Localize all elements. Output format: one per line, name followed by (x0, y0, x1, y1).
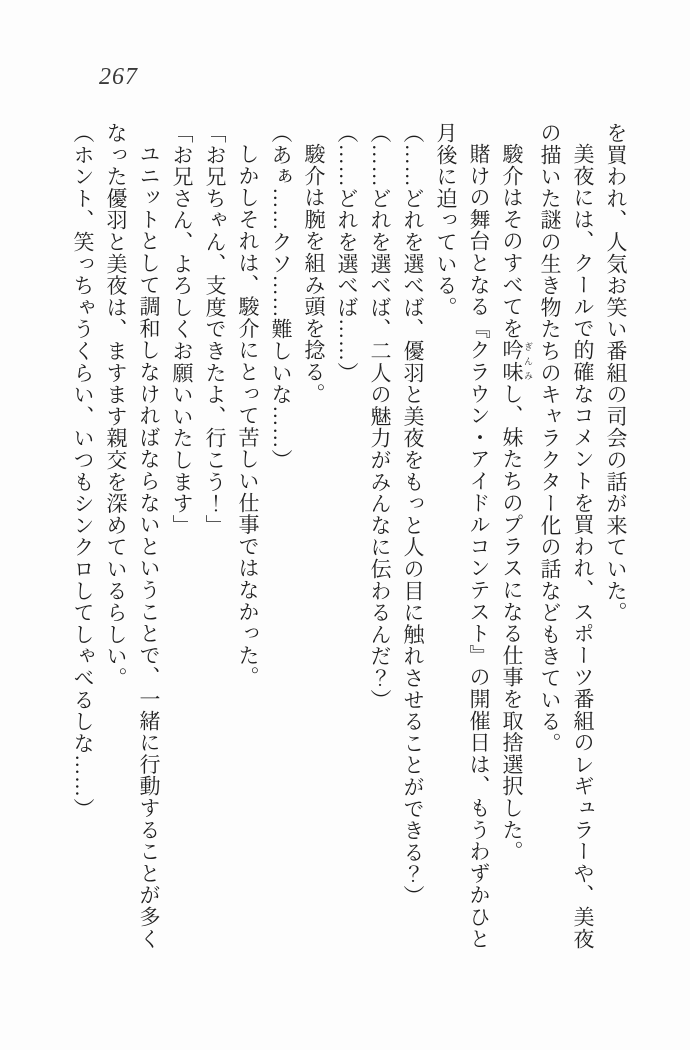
paragraph: 駿介はそのすべてを吟味 ぎんみし、妹たちのプラスになる仕事を取捨選択した。 (500, 143, 533, 863)
paragraph: を買われ、人気お笑い番組の司会の話が来ていた。 (604, 122, 628, 624)
paragraph: 「お兄さん、よろしくお願いいたします」 (170, 122, 194, 537)
paragraph: 駿介は腕を組み頭を捻る。 (302, 143, 326, 405)
paragraph: ユニットとして調和しなければならないということで、一緒に行動することが多くなった優羽と美夜は、ますます親交を深めているらしい。 (104, 122, 161, 950)
paragraph: （ホント、笑っちゃうくらい、いつもシンクロしてしゃべるしな……） (71, 122, 95, 820)
paragraph: （……どれを選べば、優羽と美夜をもっと人の目に触れさせることができる？） (401, 122, 425, 907)
paragraph: （……どれを選べば、二人の魅力がみんなに伝わるんだ？） (368, 122, 392, 711)
text-block (66, 122, 632, 962)
paragraph: 「お兄ちゃん、支度できたよ、行こう！」 (203, 122, 227, 537)
paragraph: 美夜には、クールで的確なコメントを買われ、スポーツ番組のレギュラーや、美夜の描いた謎の生き物たちのキャラクター化の話などもきている。 (538, 122, 595, 950)
paragraph: 賭けの舞台となる『クラウン・アイドルコンテスト』の開催日は、もうわずかひと月後に迫っている。 (434, 122, 491, 950)
paragraph: しかしそれは、駿介にとって苦しい仕事ではなかった。 (236, 143, 260, 688)
paragraph: （……どれを選べば……） (335, 122, 359, 384)
page-number: 267 (99, 64, 138, 90)
ruby-annotation: 吟味 ぎんみ (500, 339, 533, 383)
paragraph: （あぁ……クソ……難しいな……） (269, 122, 293, 471)
